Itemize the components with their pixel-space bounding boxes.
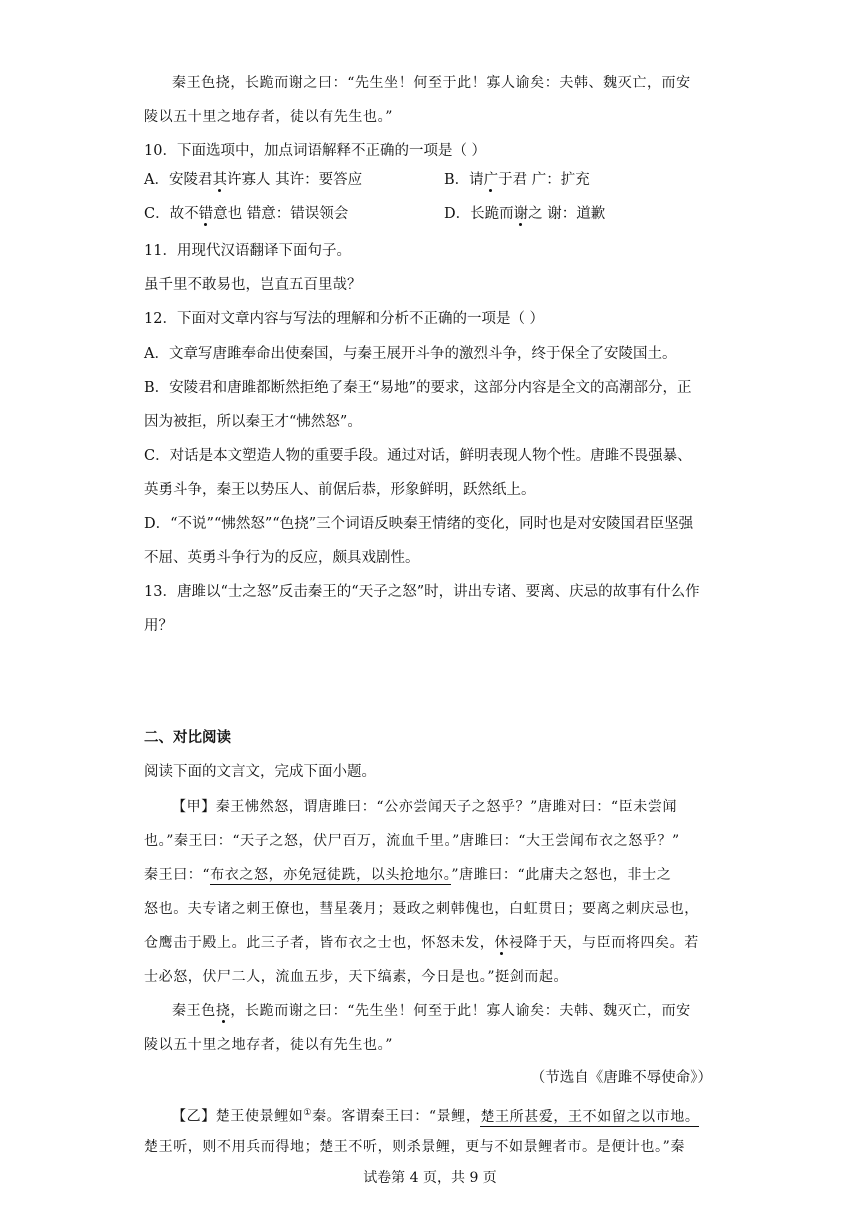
footnote-marker: ① [303,1108,313,1118]
passage-text: 仓鹰击于殿上。此三子者，皆布衣之士也，怀怒未发， [144,935,495,951]
option-text: C．故不 [144,206,199,222]
option-text: 意也 错意：错误领会 [213,206,349,222]
dotted-char: 挠 [215,1003,231,1019]
passage-jia-line [144,933,699,953]
passage-text: 秦王色 [172,1003,216,1019]
dotted-char: 休 [494,935,510,951]
question-13-stem-cont: 用？ [144,618,173,634]
underlined-sentence: 布衣之怒，亦免冠徒跣，以头抢地尔。 [210,867,452,883]
passage-source: （节选自《唐雎不辱使命》） [530,1070,712,1086]
passage-text: 秦。客谓秦王曰：“景鲤， [312,1108,481,1125]
passage-text: 祲降于天，与臣而将四矣。若 [509,935,699,951]
section-heading: 二、对比阅读 [144,729,231,746]
q12-option-a: A．文章写唐雎奉命出使秦国，与秦王展开斗争的激烈斗争，终于保全了安陵国土。 [144,346,677,362]
passage-jia-line [172,1001,691,1021]
option-text: 许寡人 其许：要答应 [226,172,363,188]
passage-jia-line: 【甲】秦王怫然怒，谓唐雎曰：“公亦尝闻天子之怒乎？”唐雎对曰：“臣未尝闻 [172,799,678,815]
q12-option-c-cont: 英勇斗争，秦王以势压人、前倨后恭，形象鲜明，跃然纸上。 [144,482,536,498]
passage-text: 【乙】楚王使景鲤如 [172,1108,304,1125]
question-11-stem: 11．用现代汉语翻译下面句子。 [144,243,351,259]
passage-jia-line: 士必怒，伏尸二人，流血五步，天下缟素，今日是也。”挺剑而起。 [144,969,569,985]
q12-option-b: B．安陵君和唐雎都断然拒绝了秦王“易地”的要求，这部分内容是全文的高潮部分，正 [144,380,692,396]
underlined-sentence: 楚王所甚爱，王不如留之以市地。 [480,1108,700,1125]
dotted-char: 谢 [513,206,529,222]
q10-option-c [144,204,348,224]
passage-yi-line [172,1103,699,1127]
page-footer: 试卷第 4 页，共 9 页 [363,1170,497,1186]
q10-option-b [444,170,590,190]
question-10-stem: 10．下面选项中，加点词语解释不正确的一项是（ ） [144,143,487,159]
q12-option-b-cont: 因为被拒，所以秦王才“怫然怒”。 [144,414,362,430]
dotted-char: 其 [212,172,227,188]
section-instruction: 阅读下面的文言文，完成下面小题。 [144,764,376,780]
passage-line: 陵以五十里之地存者，徒以有先生也。” [144,109,393,125]
passage-jia-line: 也。”秦王曰：“天子之怒，伏尸百万，流血千里。”唐雎曰：“大王尝闻布衣之怒乎？” [144,833,680,849]
q12-option-d-cont: 不屈、英勇斗争行为的反应，颇具戏剧性。 [144,550,420,566]
passage-text: ，长跪而谢之曰：“先生坐！何至于此！寡人谕矣：夫韩、魏灭亡，而安 [230,1003,691,1019]
passage-line: 秦王色挠，长跪而谢之曰：“先生坐！何至于此！寡人谕矣：夫韩、魏灭亡，而安 [172,75,691,91]
passage-jia-line: 怒也。夫专诸之刺王僚也，彗星袭月；聂政之刺韩傀也，白虹贯日；要离之刺庆忌也， [144,901,699,917]
q10-option-a [144,170,362,190]
passage-text: ”唐雎曰：“此庸夫之怒也，非士之 [451,867,672,883]
option-text: B．请 [444,172,484,188]
q10-option-d [444,204,605,224]
question-12-stem: 12．下面对文章内容与写法的理解和分析不正确的一项是（ ） [144,311,545,327]
q12-option-c: C．对话是本文塑造人物的重要手段。通过对话，鲜明表现人物个性。唐雎不畏强暴、 [144,448,692,464]
question-11-sentence: 虽千里不敢易也，岂直五百里哉？ [144,277,362,293]
passage-text: 秦王曰：“ [144,867,211,883]
option-text: D．长跪而 [444,206,514,222]
option-text: 于君 广：扩充 [498,172,590,188]
dotted-char: 错 [198,206,214,222]
passage-jia-line: 陵以五十里之地存者，徒以有先生也。” [144,1037,393,1053]
dotted-char: 广 [483,172,499,188]
passage-yi-line: 楚王听，则不用兵而得地；楚王不听，则杀景鲤，更与不如景鲤者市。是便计也。”秦 [144,1139,685,1155]
option-text: A．安陵君 [144,172,213,188]
question-13-stem: 13．唐雎以“士之怒”反击秦王的“天子之怒”时，讲出专诸、要离、庆忌的故事有什么作 [144,584,700,600]
q12-option-d: D．“不说”“怫然怒”“色挠”三个词语反映秦王情绪的变化，同时也是对安陵国君臣坚强 [144,516,694,532]
option-text: 之 谢：道歉 [528,206,606,222]
passage-jia-line [144,865,671,885]
